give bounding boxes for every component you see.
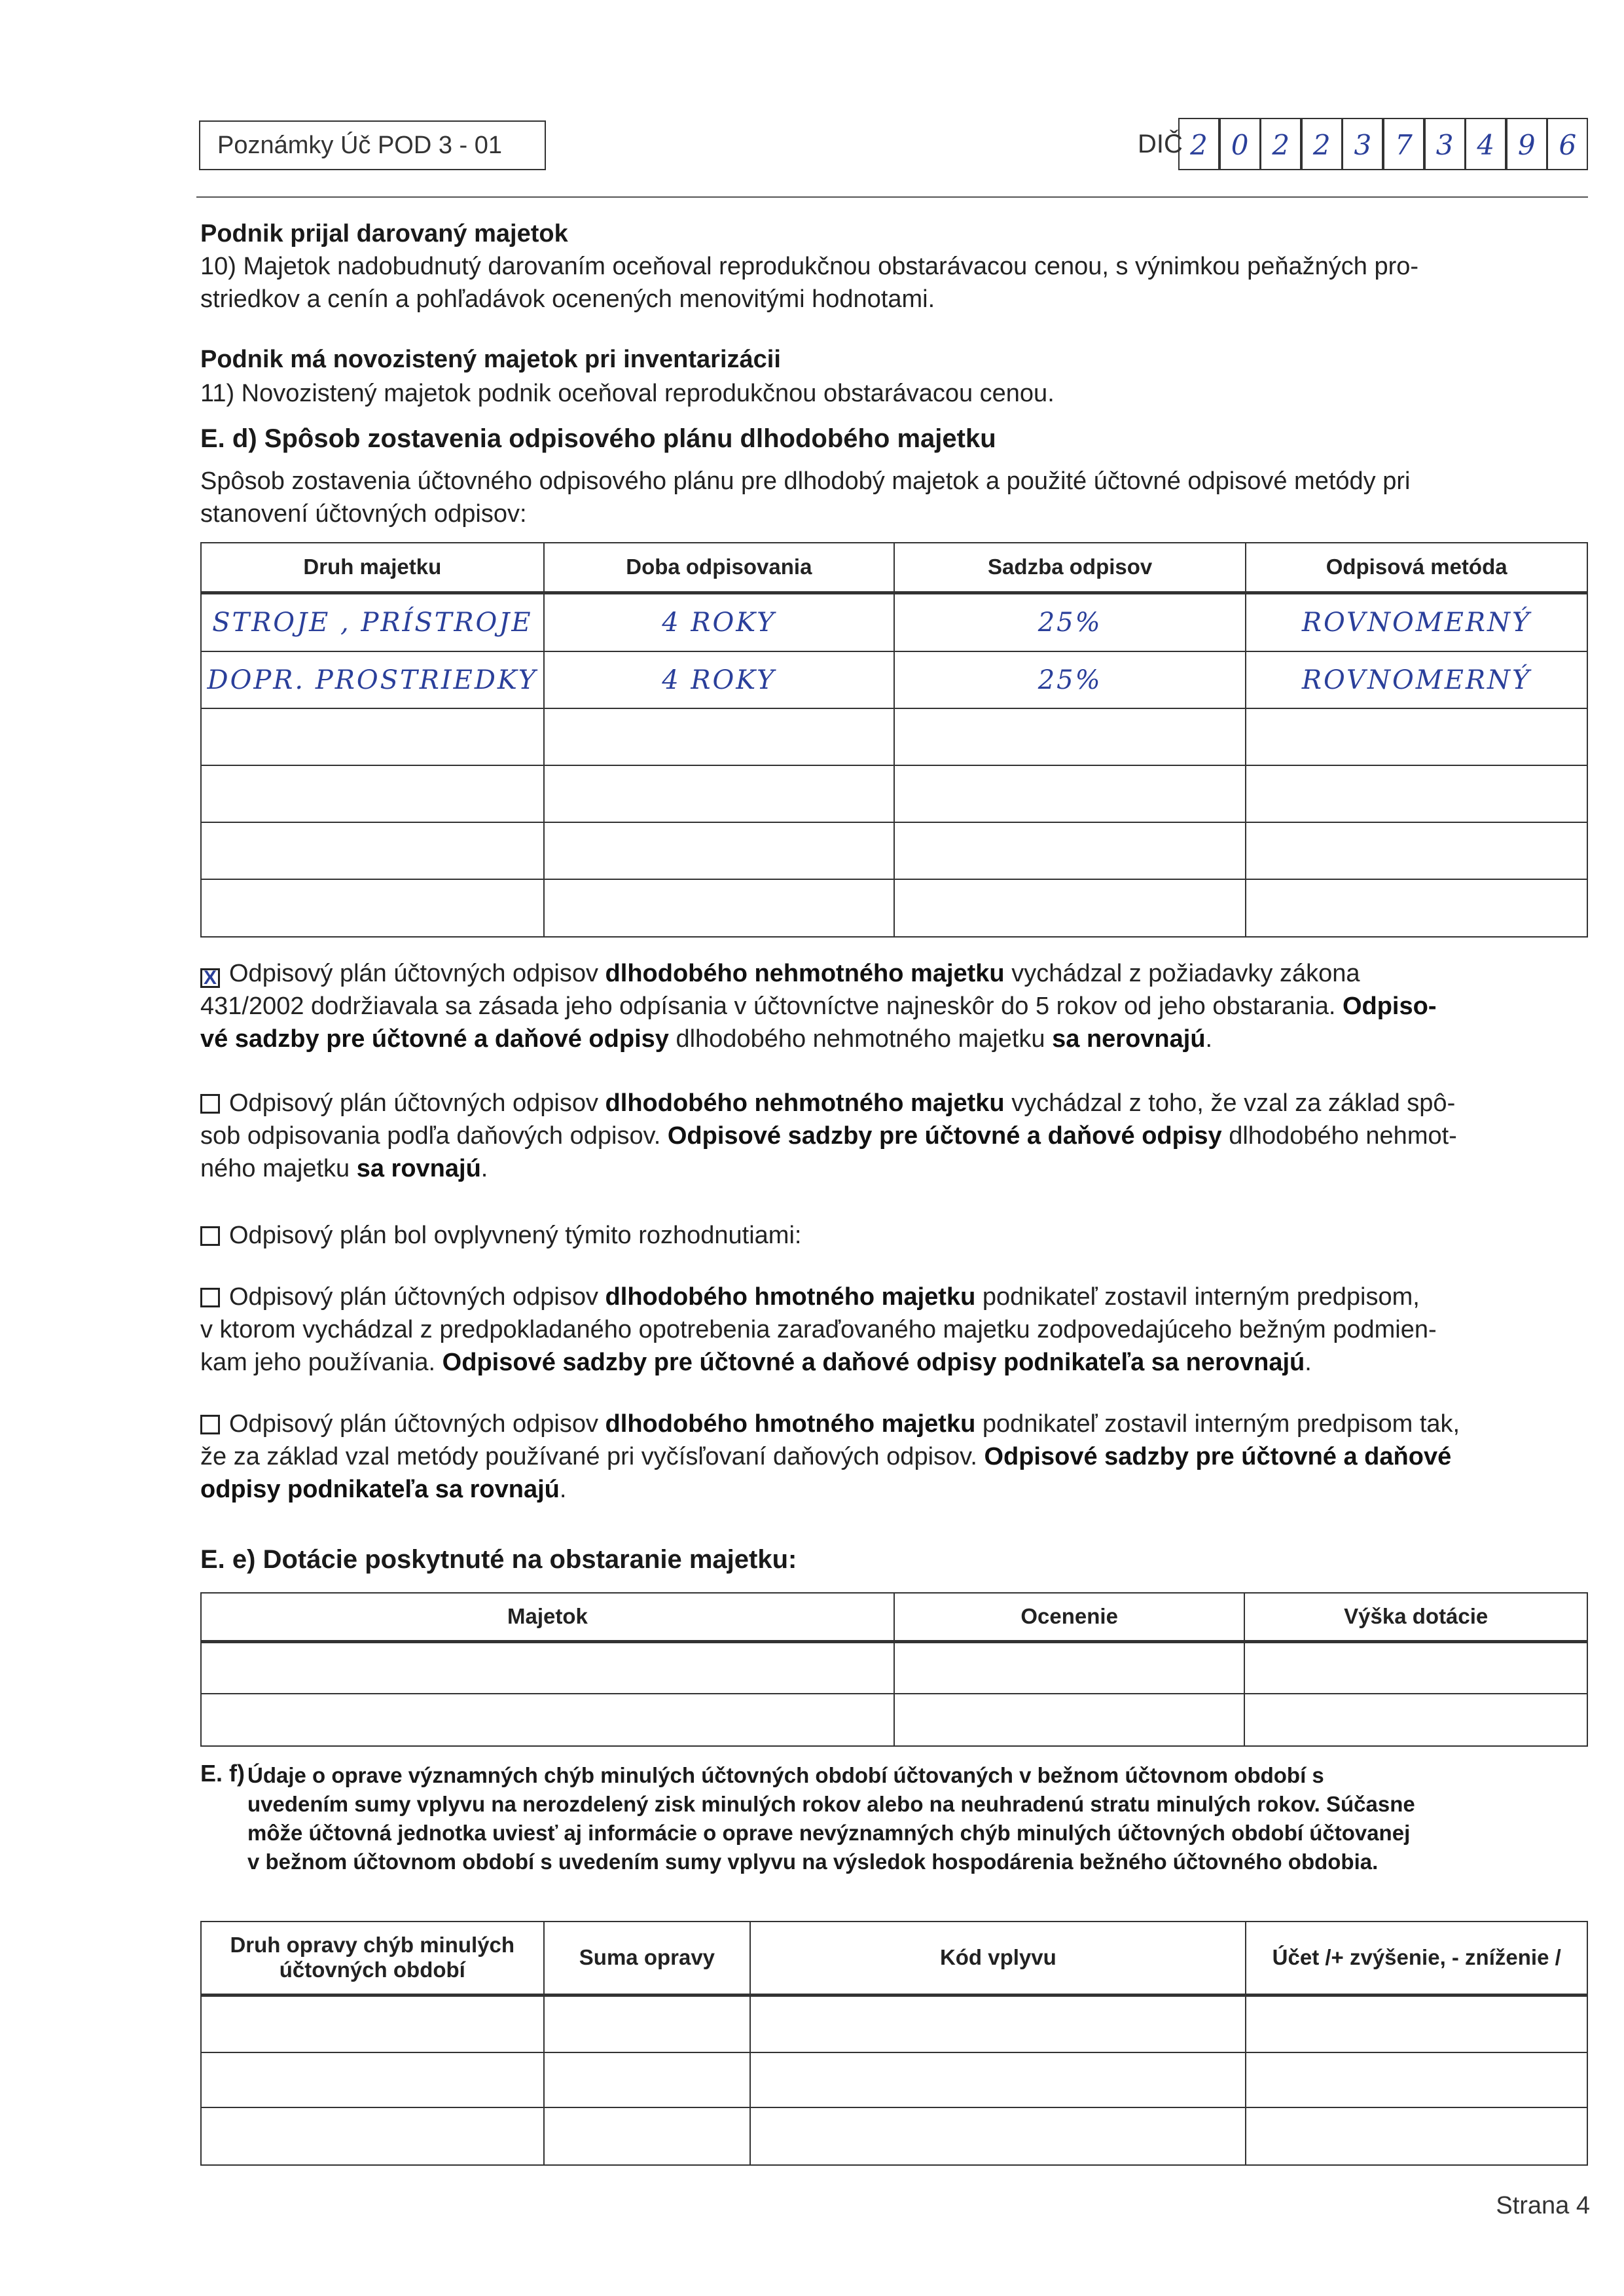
dic-digit-box[interactable]: 4 <box>1465 118 1506 170</box>
empty-cell[interactable] <box>750 1995 1246 2052</box>
empty-cell[interactable] <box>201 2052 544 2107</box>
option-text: dlhodobého nehmotného majetku <box>668 1025 1053 1053</box>
empty-cell[interactable] <box>544 879 894 937</box>
table-row <box>201 879 1587 937</box>
option-text: dlhodobého nehmot- <box>1221 1122 1457 1150</box>
col-header-correction-type-line2: účtovných období <box>279 1958 465 1982</box>
option-text: podnikateľ zostavil interným predpisom tak, <box>975 1410 1460 1438</box>
checkbox[interactable] <box>200 1226 220 1246</box>
option-bold-text: vé sadzby pre účtovné a daňové odpisy <box>200 1025 669 1053</box>
empty-cell[interactable] <box>1246 822 1587 879</box>
empty-cell[interactable] <box>544 822 894 879</box>
option-text: vychádzal z požiadavky zákona <box>1004 960 1360 987</box>
donated-text-line2: striedkov a cenín a pohľadávok ocenených menovitými hodnotami. <box>200 285 935 313</box>
empty-cell[interactable] <box>201 765 544 822</box>
option-bold-text: sa rovnajú <box>356 1155 481 1182</box>
option-bold-text: Odpisové sadzby pre účtovné a daňové <box>984 1443 1452 1470</box>
donated-text-line1: 10) Majetok nadobudnutý darovaním oceňoval reprodukčnou obstarávacou cenou, s výnimkou peňažných pro- <box>200 253 1419 280</box>
col-header-correction-type-line1: Druh opravy chýb minulých <box>230 1933 515 1958</box>
dic-digit-box[interactable]: 3 <box>1424 118 1466 170</box>
option-bold-text: dlhodobého nehmotného majetku <box>605 1089 1005 1117</box>
donated-heading: Podnik prijal darovaný majetok <box>200 220 568 247</box>
col-header-asset: Majetok <box>201 1593 894 1641</box>
empty-cell[interactable] <box>750 2052 1246 2107</box>
option-bold-text: Odpisové sadzby pre účtovné a daňové odpisy podnikateľa sa nerovnajú <box>442 1349 1305 1376</box>
option-line <box>200 1346 1592 1379</box>
subsidies-table <box>200 1592 1588 1747</box>
option-text: podnikateľ zostavil interným predpisom, <box>975 1283 1420 1311</box>
option-line <box>200 1473 1592 1506</box>
empty-cell[interactable] <box>1246 708 1587 765</box>
option-text: . <box>559 1476 567 1503</box>
option-text: Odpisový plán bol ovplyvnený týmito rozhodnutiami: <box>229 1222 802 1249</box>
inventory-heading: Podnik má novozistený majetok pri inventarizácii <box>200 346 781 373</box>
empty-cell[interactable] <box>750 2107 1246 2165</box>
option-bold-text: odpisy podnikateľa sa rovnajú <box>200 1476 560 1503</box>
option-text: Odpisový plán účtovných odpisov <box>229 960 605 987</box>
table-row <box>201 2107 1587 2165</box>
section-ef-text <box>247 1761 1415 1876</box>
option-text: vychádzal z toho, že vzal za základ spô- <box>1004 1089 1456 1117</box>
empty-cell[interactable] <box>544 1995 751 2052</box>
cell-asset-type[interactable]: STROJE , PRÍSTROJE <box>201 592 544 651</box>
option-text: Odpisový plán účtovných odpisov <box>229 1410 605 1438</box>
option-text: sob odpisovania podľa daňových odpisov. <box>200 1122 668 1150</box>
col-header-depreciation-method: Odpisová metóda <box>1246 543 1587 592</box>
cell-depreciation-method[interactable]: ROVNOMERNÝ <box>1246 592 1587 651</box>
section-ed-intro-line2: stanovení účtovných odpisov: <box>200 500 527 528</box>
empty-cell[interactable] <box>894 822 1246 879</box>
empty-cell[interactable] <box>201 1694 894 1746</box>
dic-digit-box[interactable]: 6 <box>1547 118 1588 170</box>
option-bold-text: sa nerovnajú <box>1052 1025 1206 1053</box>
option-paragraph <box>200 957 1592 1055</box>
empty-cell[interactable] <box>201 879 544 937</box>
empty-cell[interactable] <box>201 1995 544 2052</box>
depreciation-plan-table <box>200 542 1588 938</box>
option-line <box>200 1313 1592 1346</box>
section-ed-intro-line1: Spôsob zostavenia účtovného odpisového plánu pre dlhodobý majetok a použité účtovné odpisové metódy pri <box>200 467 1411 495</box>
col-header-impact-code: Kód vplyvu <box>750 1922 1246 1995</box>
empty-cell[interactable] <box>201 1641 894 1694</box>
cell-asset-type[interactable]: DOPR. PROSTRIEDKY <box>201 651 544 708</box>
option-line <box>200 1087 1592 1120</box>
option-text: . <box>1305 1349 1312 1376</box>
empty-cell[interactable] <box>894 1694 1245 1746</box>
table-row <box>201 592 1587 651</box>
dic-label: DIČ <box>1138 130 1183 158</box>
option-text: Odpisový plán účtovných odpisov <box>229 1283 605 1311</box>
cell-depreciation-period[interactable]: 4 ROKY <box>544 592 894 651</box>
col-header-account: Účet /+ zvýšenie, - zníženie / <box>1246 1922 1587 1995</box>
option-text: 431/2002 dodržiavala sa zásada jeho odpísania v účtovníctve najneskôr do 5 rokov od jeho obstarania. <box>200 993 1343 1020</box>
dic-digit-box[interactable]: 2 <box>1260 118 1301 170</box>
cell-depreciation-period[interactable]: 4 ROKY <box>544 651 894 708</box>
section-ef-label: E. f) <box>200 1760 245 1787</box>
option-line <box>200 1440 1592 1473</box>
cell-depreciation-method[interactable]: ROVNOMERNÝ <box>1246 651 1587 708</box>
option-paragraph <box>200 1408 1592 1506</box>
option-text: v ktorom vychádzal z predpokladaného opotrebenia zaraďovaného majetku zodpovedajúceho bežným podmien- <box>200 1316 1437 1343</box>
section-ef-line2: uvedením sumy vplyvu na nerozdelený zisk minulých rokov alebo na neuhradenú stratu minulých rokov. Súčasne <box>247 1792 1415 1816</box>
empty-cell[interactable] <box>1246 765 1587 822</box>
option-text: . <box>1205 1025 1213 1053</box>
dic-digit-box[interactable]: 0 <box>1219 118 1261 170</box>
empty-cell[interactable] <box>1246 1995 1587 2052</box>
option-paragraph <box>200 1219 1592 1252</box>
empty-cell[interactable] <box>201 2107 544 2165</box>
section-ed-heading: E. d) Spôsob zostavenia odpisového plánu dlhodobého majetku <box>200 424 996 453</box>
checkbox-checked[interactable]: X <box>200 968 220 988</box>
empty-cell[interactable] <box>201 708 544 765</box>
cell-depreciation-rate[interactable]: 25% <box>894 592 1246 651</box>
checkbox[interactable] <box>200 1288 220 1307</box>
option-line <box>200 1120 1592 1152</box>
empty-cell[interactable] <box>1246 879 1587 937</box>
option-bold-text: Odpiso- <box>1342 993 1437 1020</box>
col-header-depreciation-rate: Sadzba odpisov <box>894 543 1246 592</box>
empty-cell[interactable] <box>544 765 894 822</box>
option-paragraph <box>200 1087 1592 1185</box>
dic-digit-box[interactable]: 9 <box>1506 118 1547 170</box>
section-ee-heading: E. e) Dotácie poskytnuté na obstaranie majetku: <box>200 1545 797 1574</box>
checkbox[interactable] <box>200 1094 220 1114</box>
page-number: Strana 4 <box>1496 2192 1590 2219</box>
empty-cell[interactable] <box>1244 1694 1587 1746</box>
option-line <box>200 1408 1592 1440</box>
option-bold-text: dlhodobého hmotného majetku <box>605 1410 976 1438</box>
inventory-text: 11) Novozistený majetok podnik oceňoval reprodukčnou obstarávacou cenou. <box>200 380 1055 407</box>
col-header-asset-type: Druh majetku <box>201 543 544 592</box>
option-line <box>200 957 1592 990</box>
table-row <box>201 765 1587 822</box>
col-header-correction-type <box>201 1922 544 1995</box>
empty-cell[interactable] <box>544 2052 751 2107</box>
option-bold-text: Odpisové sadzby pre účtovné a daňové odpisy <box>667 1122 1222 1150</box>
option-text: kam jeho používania. <box>200 1349 442 1376</box>
table-row <box>201 1995 1587 2052</box>
error-corrections-table <box>200 1921 1588 2166</box>
empty-cell[interactable] <box>894 765 1246 822</box>
dic-digit-box[interactable]: 7 <box>1383 118 1424 170</box>
empty-cell[interactable] <box>1246 2052 1587 2107</box>
dic-digit-box[interactable]: 2 <box>1178 118 1219 170</box>
empty-cell[interactable] <box>894 879 1246 937</box>
option-text: Odpisový plán účtovných odpisov <box>229 1089 605 1117</box>
empty-cell[interactable] <box>544 2107 751 2165</box>
option-paragraph <box>200 1281 1592 1379</box>
col-header-valuation: Ocenenie <box>894 1593 1245 1641</box>
empty-cell[interactable] <box>894 708 1246 765</box>
option-line <box>200 1281 1592 1313</box>
option-line <box>200 1219 1592 1252</box>
dic-digit-box[interactable]: 3 <box>1342 118 1383 170</box>
option-text: . <box>480 1155 488 1182</box>
option-line <box>200 1152 1592 1185</box>
table-row <box>201 651 1587 708</box>
option-bold-text: dlhodobého hmotného majetku <box>605 1283 976 1311</box>
empty-cell[interactable] <box>1244 1641 1587 1694</box>
empty-cell[interactable] <box>894 1641 1245 1694</box>
header-divider <box>196 196 1588 198</box>
empty-cell[interactable] <box>201 822 544 879</box>
form-title: Poznámky Úč POD 3 - 01 <box>199 120 546 170</box>
option-line <box>200 990 1592 1023</box>
table-row <box>201 2052 1587 2107</box>
option-text: že za základ vzal metódy používané pri vyčísľovaní daňových odpisov. <box>200 1443 984 1470</box>
option-text: ného majetku <box>200 1155 357 1182</box>
option-line <box>200 1023 1592 1055</box>
empty-cell[interactable] <box>544 708 894 765</box>
table-row <box>201 708 1587 765</box>
col-header-depreciation-period: Doba odpisovania <box>544 543 894 592</box>
table-row <box>201 1641 1587 1694</box>
table-row <box>201 1694 1587 1746</box>
section-ef-line4: v bežnom účtovnom období s uvedením sumy vplyvu na výsledok hospodárenia bežného účtovného obdobia. <box>247 1850 1379 1874</box>
table-row <box>201 822 1587 879</box>
empty-cell[interactable] <box>1246 2107 1587 2165</box>
col-header-subsidy-amount: Výška dotácie <box>1244 1593 1587 1641</box>
checkbox[interactable] <box>200 1415 220 1434</box>
section-ef-line1: Údaje o oprave významných chýb minulých účtovných období účtovaných v bežnom účtovnom období s <box>247 1763 1324 1787</box>
col-header-correction-amount: Suma opravy <box>544 1922 751 1995</box>
section-ef-line3: môže účtovná jednotka uviesť aj informácie o oprave nevýznamných chýb minulých účtovných období účtovanej <box>247 1821 1411 1845</box>
option-bold-text: dlhodobého nehmotného majetku <box>605 960 1005 987</box>
dic-digit-box[interactable]: 2 <box>1301 118 1343 170</box>
cell-depreciation-rate[interactable]: 25% <box>894 651 1246 708</box>
